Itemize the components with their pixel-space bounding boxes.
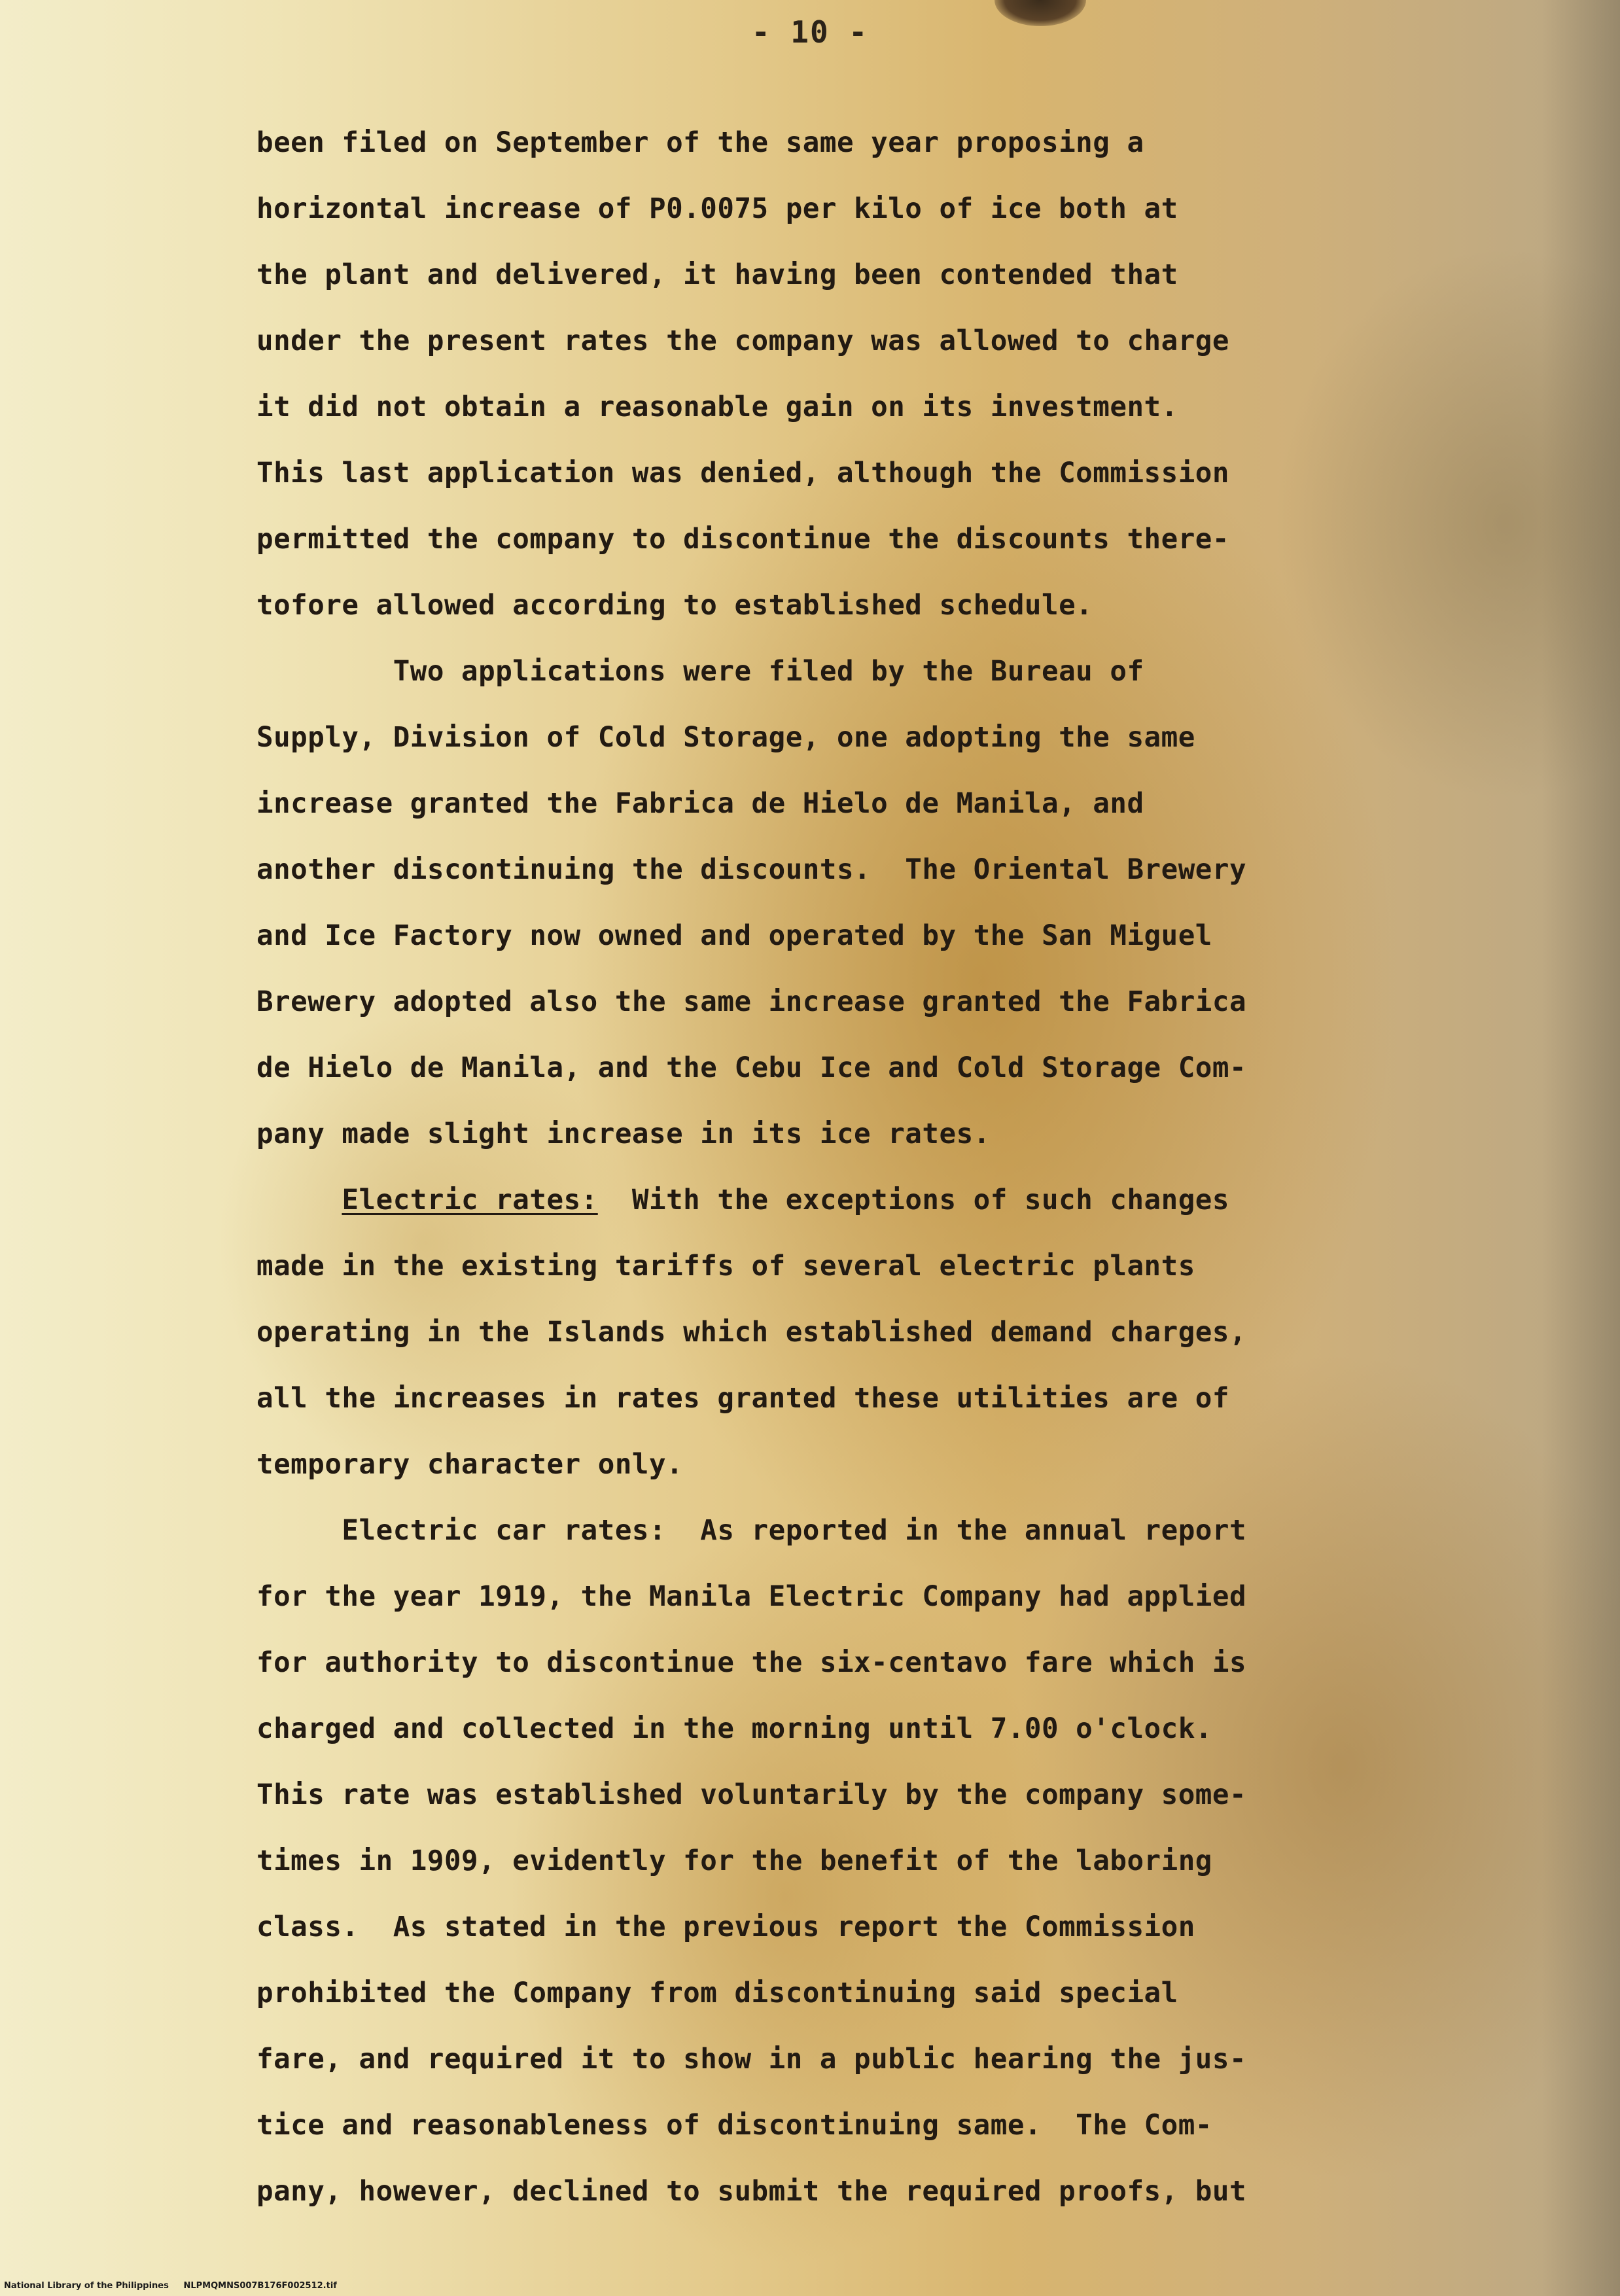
text-line: the plant and delivered, it having been contended that (256, 259, 1178, 291)
text-line: permitted the company to discontinue the discounts there- (256, 523, 1229, 556)
text-line: under the present rates the company was allowed to charge (256, 325, 1229, 357)
text-line: This last application was denied, although the Commission (256, 457, 1229, 489)
text-line: operating in the Islands which established demand charges, (256, 1316, 1247, 1349)
text-line: times in 1909, evidently for the benefit of the laboring (256, 1845, 1212, 1877)
heading-line-rest: With the exceptions of such changes (597, 1184, 1229, 1216)
text-line: de Hielo de Manila, and the Cebu Ice and Cold Storage Com- (256, 1052, 1247, 1084)
text-line: temporary character only. (256, 1449, 684, 1481)
text-line: it did not obtain a reasonable gain on its investment. (256, 391, 1178, 423)
text-line: increase granted the Fabrica de Hielo de Manila, and (256, 788, 1144, 820)
text-line: and Ice Factory now owned and operated by the San Miguel (256, 920, 1212, 952)
text-line: horizontal increase of P0.0075 per kilo of ice both at (256, 193, 1178, 225)
text-line: Electric car rates: As reported in the annual report (256, 1515, 1247, 1547)
text-line: for authority to discontinue the six-centavo fare which is (256, 1647, 1247, 1679)
text-line: fare, and required it to show in a public hearing the jus- (256, 2043, 1247, 2075)
text-line: prohibited the Company from discontinuing said special (256, 1977, 1178, 2009)
page-edge-shadow (1541, 0, 1620, 2296)
text-line: been filed on September of the same year proposing a (256, 127, 1144, 159)
archive-footer: National Library of the Philippines NLPMQMNS007B176F002512.tif (4, 2281, 337, 2291)
text-line: class. As stated in the previous report the Commission (256, 1911, 1195, 1943)
text-line: for the year 1919, the Manila Electric Company had applied (256, 1581, 1247, 1613)
text-line: tice and reasonableness of discontinuing same. The Com- (256, 2110, 1212, 2142)
text-line: made in the existing tariffs of several electric plants (256, 1250, 1195, 1282)
text-line: pany, however, declined to submit the required proofs, but (256, 2176, 1247, 2208)
text-line: Two applications were filed by the Bureau of (256, 656, 1144, 688)
text-line: Supply, Division of Cold Storage, one adopting the same (256, 722, 1195, 754)
text-line (256, 1167, 1421, 1233)
section-heading-electric-rates: Electric rates: (342, 1184, 598, 1216)
text-line: Brewery adopted also the same increase granted the Fabrica (256, 986, 1247, 1018)
page-number: - 10 - (751, 14, 869, 50)
text-line: another discontinuing the discounts. The Oriental Brewery (256, 854, 1247, 886)
text-line: tofore allowed according to established schedule. (256, 590, 1093, 622)
text-line: charged and collected in the morning until 7.00 o'clock. (256, 1713, 1212, 1745)
typed-text-body (256, 110, 1421, 2225)
text-line: pany made slight increase in its ice rates. (256, 1118, 991, 1150)
text-line: all the increases in rates granted these utilities are of (256, 1383, 1229, 1415)
text-line: This rate was established voluntarily by the company some- (256, 1779, 1247, 1811)
